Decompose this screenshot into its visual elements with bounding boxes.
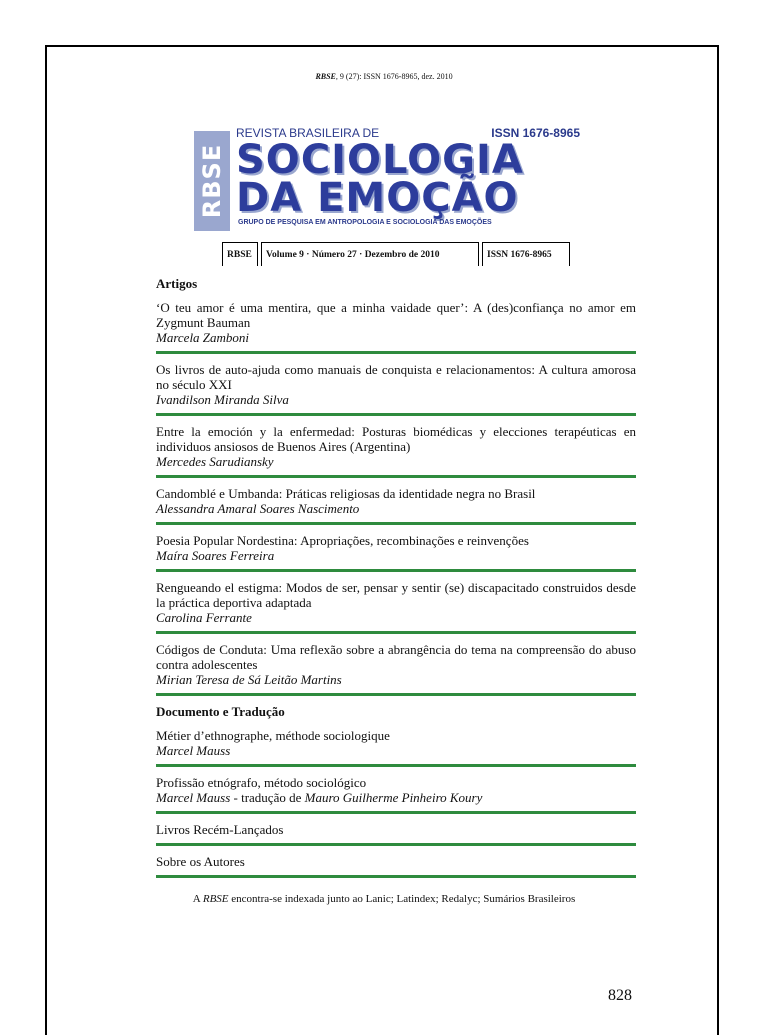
toc-entry[interactable] (156, 362, 636, 407)
entry-title: Rengueando el estigma: Modos de ser, pensar y sentir (se) discapacitado construidos desde la práctica deportiva adaptada (156, 580, 636, 610)
running-head (0, 72, 768, 81)
divider (156, 569, 636, 572)
index-note-prefix: A (192, 893, 203, 905)
logo-title-line1: SOCIOLOGIA (236, 137, 524, 183)
logo-side-band (194, 131, 230, 231)
toc-entry[interactable] (156, 424, 636, 469)
infobar-abbr: RBSE (222, 242, 258, 266)
divider (156, 351, 636, 354)
page-number: 828 (608, 987, 632, 1004)
divider (156, 764, 636, 767)
entry-author-line (156, 790, 636, 805)
divider (156, 475, 636, 478)
divider (156, 693, 636, 696)
entry-author: Marcel Mauss (156, 743, 231, 758)
index-note-journal: RBSE (202, 893, 229, 905)
section-title-articles: Artigos (156, 276, 198, 291)
entry-author: Ivandilson Miranda Silva (156, 392, 289, 407)
logo-title-line2: DA EMOÇÃO (236, 175, 519, 221)
toc-entry[interactable] (156, 533, 636, 563)
table-of-contents (156, 276, 636, 886)
citation: , 9 (27): ISSN 1676-8965, dez. 2010 (335, 72, 453, 81)
entry-author: Marcela Zamboni (156, 330, 250, 345)
translation-connector: - tradução de (230, 790, 305, 805)
toc-entry[interactable] (156, 728, 636, 758)
index-note-rest: encontra-se indexada junto ao Lanic; Latindex; Redalyc; Sumários Brasileiros (228, 893, 576, 905)
entry-author: Carolina Ferrante (156, 610, 252, 625)
entry-title: Sobre os Autores (156, 854, 245, 869)
divider (156, 843, 636, 846)
toc-entry[interactable] (156, 822, 636, 837)
logo-subtitle: GRUPO DE PESQUISA EM ANTROPOLOGIA E SOCIOLOGIA DAS EMOÇÕES (238, 219, 492, 226)
entry-translator: Mauro Guilherme Pinheiro Koury (304, 790, 483, 805)
entry-author: Marcel Mauss (156, 790, 231, 805)
entry-author: Alessandra Amaral Soares Nascimento (156, 501, 360, 516)
toc-entry[interactable] (156, 642, 636, 687)
toc-entry[interactable] (156, 486, 636, 516)
entry-title: Candomblé e Umbanda: Práticas religiosas da identidade negra no Brasil (156, 486, 536, 501)
logo-top-text: REVISTA BRASILEIRA DE (236, 126, 380, 140)
divider (156, 522, 636, 525)
divider (156, 811, 636, 814)
divider (156, 875, 636, 878)
logo-issn: ISSN 1676-8965 (491, 126, 580, 140)
infobar-volume: Volume 9 · Número 27 · Dezembro de 2010 (261, 242, 479, 266)
divider (156, 413, 636, 416)
journal-abbr: RBSE (315, 72, 336, 81)
divider (156, 631, 636, 634)
entry-title: Livros Recém-Lançados (156, 822, 284, 837)
indexing-note (0, 893, 768, 905)
entry-title: Os livros de auto-ajuda como manuais de conquista e relacionamentos: A cultura amorosa no século XXI (156, 362, 636, 392)
entry-author: Mercedes Sarudiansky (156, 454, 274, 469)
section-title-documents: Documento e Tradução (156, 704, 285, 719)
infobar-issn: ISSN 1676-8965 (482, 242, 570, 266)
logo-side-text: RBSE (198, 143, 226, 219)
entry-title: Profissão etnógrafo, método sociológico (156, 775, 367, 790)
entry-title: Códigos de Conduta: Uma reflexão sobre a abrangência do tema na compreensão do abuso contra adolescentes (156, 642, 636, 672)
entry-author: Mirian Teresa de Sá Leitão Martins (156, 672, 342, 687)
journal-logo (194, 126, 586, 232)
toc-entry[interactable] (156, 300, 636, 345)
entry-title: Entre la emoción y la enfermedad: Posturas biomédicas y elecciones terapéuticas en individuos ansiosos de Buenos Aires (Argentina) (156, 424, 636, 454)
entry-title: Métier d’ethnographe, méthode sociologique (156, 728, 390, 743)
toc-entry[interactable] (156, 775, 636, 805)
entry-author: Maíra Soares Ferreira (156, 548, 275, 563)
toc-entry[interactable] (156, 854, 636, 869)
entry-title: ‘O teu amor é uma mentira, que a minha vaidade quer’: A (des)confiança no amor em Zygmunt Bauman (156, 300, 636, 330)
toc-entry[interactable] (156, 580, 636, 625)
entry-title: Poesia Popular Nordestina: Apropriações, recombinações e reinvenções (156, 533, 529, 548)
